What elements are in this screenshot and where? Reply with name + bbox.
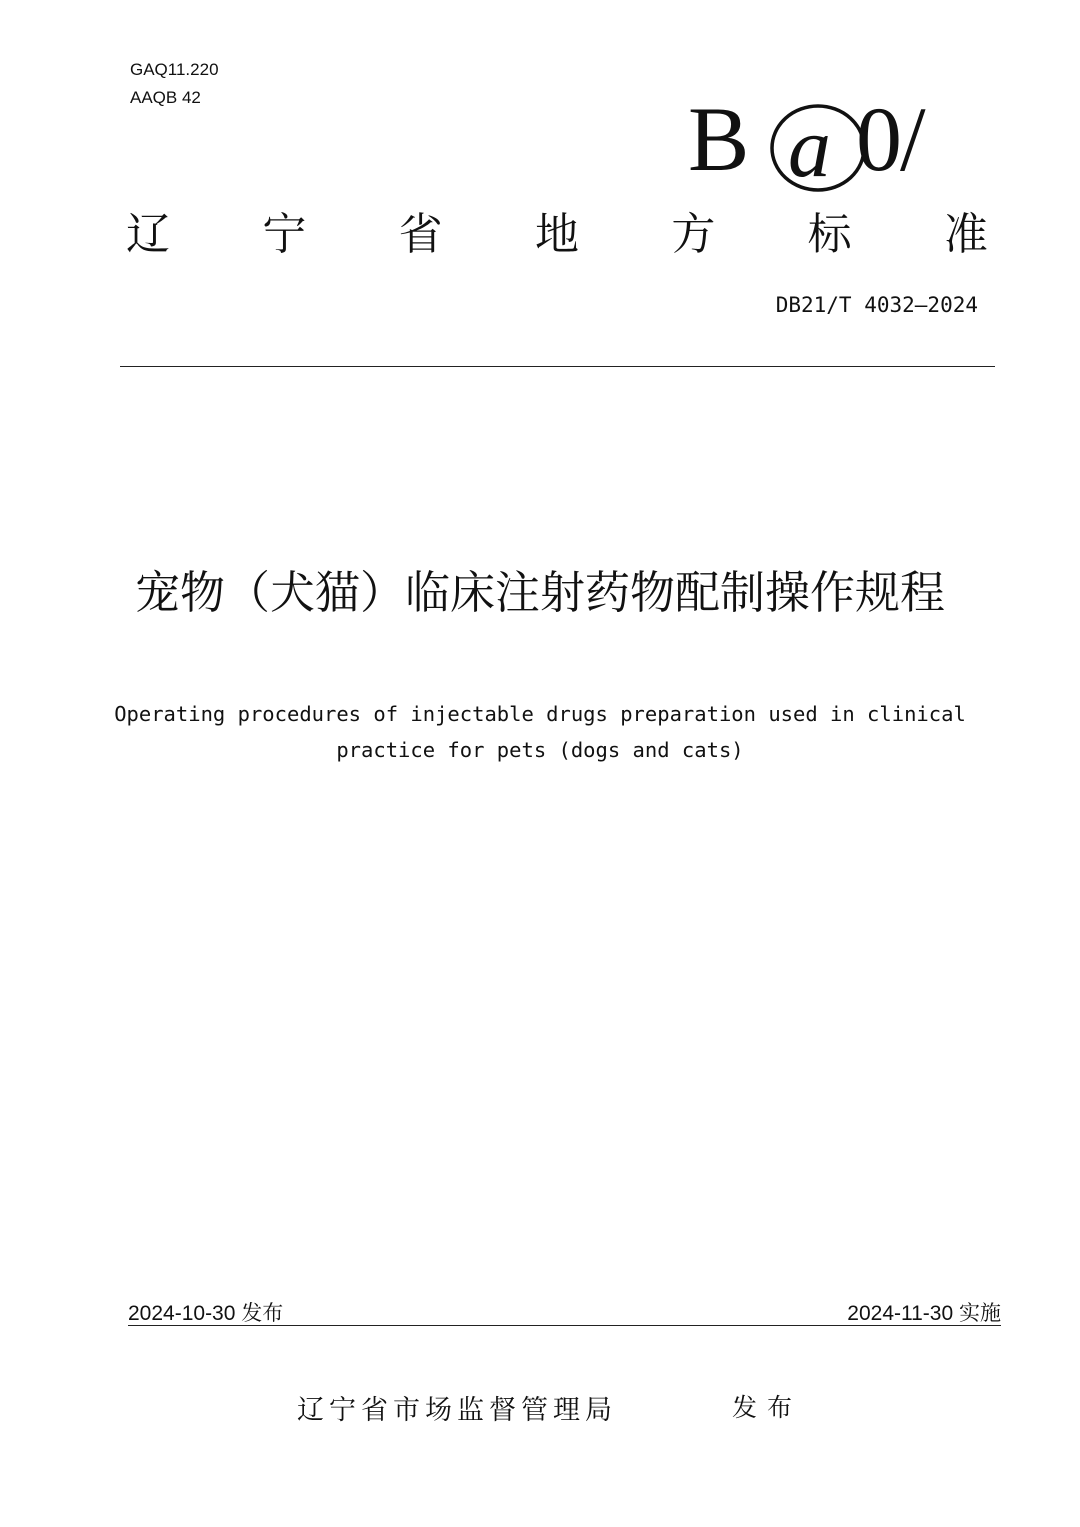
classification-codes <box>130 56 219 112</box>
standard-type-char: 辽 <box>126 209 170 260</box>
standard-logo <box>688 92 948 192</box>
standard-type-char: 宁 <box>262 209 307 260</box>
ics-code: GAQ11.220 <box>130 60 219 79</box>
title-chinese: 宠物（犬猫）临床注射药物配制操作规程 <box>134 566 945 619</box>
logo-slash: / <box>900 92 926 190</box>
standard-number: DB21/T 4032—2024 <box>775 293 978 317</box>
title-english-line: practice for pets (dogs and cats) <box>336 738 744 762</box>
standard-type <box>126 207 988 263</box>
standard-type-char: 地 <box>534 209 579 260</box>
implementation-date: 2024-11-30 实施 <box>847 1302 1001 1325</box>
logo-letter-b: B <box>688 92 750 190</box>
standard-type-char: 准 <box>943 209 988 260</box>
standard-type-char: 标 <box>807 209 852 260</box>
header-divider <box>120 366 995 367</box>
publisher: 辽宁省市场监督管理局 <box>297 1395 617 1426</box>
date-row <box>128 1295 1001 1326</box>
ccs-code: AAQB 42 <box>130 88 201 107</box>
publish-label: 发布 <box>732 1393 803 1422</box>
logo-digit-zero: 0 <box>856 92 902 190</box>
standard-type-char: 省 <box>398 209 443 260</box>
standard-type-char: 方 <box>671 209 716 260</box>
title-english-line: Operating procedures of injectable drugs preparation used in clinical <box>114 702 966 726</box>
logo-a: a <box>788 99 831 192</box>
title-english <box>100 696 980 768</box>
issue-date: 2024-10-30 发布 <box>128 1302 284 1325</box>
